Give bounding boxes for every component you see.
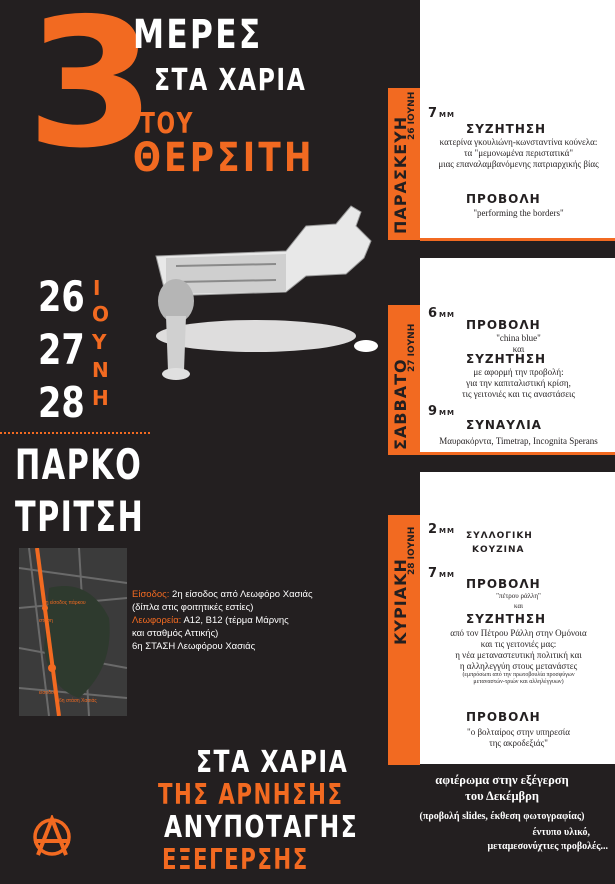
directions [132, 588, 313, 653]
date-28: 28 [38, 378, 85, 427]
title-line4: ΘΕΡΣΙΤΗ [133, 135, 315, 181]
dedication-line4: έντυπο υλικό, [532, 827, 590, 838]
sunday-head-1b: ΚΟΥΖΙΝΑ [472, 545, 525, 555]
saturday-text-2a: με αφορμή την προβολή: [473, 367, 564, 377]
saturday-and: και [512, 344, 525, 354]
sunday-and: και [513, 602, 524, 610]
entrance-note: (δίπλα στις φοιτητικές εστίες) [132, 602, 254, 613]
friday-head-1: ΣΥΖΗΤΗΣΗ [466, 122, 547, 136]
anarchy-symbol-icon [30, 815, 74, 859]
dedication-line3: (προβολή slides, έκθεση φωτογραφίας) [419, 811, 585, 822]
sunday-text-3c: η νέα μεταναστευτική πολιτική και [455, 650, 582, 660]
saturday-day: ΣΑΒΒΑΤΟ [391, 358, 410, 450]
dedication-line1: αφιέρωμα στην εξέγερση [435, 773, 569, 787]
sunday-text-3e: (εμπρόσωπι από την πρωτοβουλία προσφύγων [462, 672, 575, 678]
slogan-line4: ΕΞΕΓΕΡΣΗΣ [162, 843, 309, 876]
saturday-rule [420, 452, 615, 455]
sunday-text-3f: μεταναστών-τριών και αλληλέγγυων) [473, 679, 564, 685]
saturday-head-3: ΣΥΝΑΥΛΙΑ [466, 418, 542, 432]
entrance-label: Είσοδος: [132, 589, 170, 600]
sunday-text-2: "πέτρου ράλλη" [496, 592, 541, 600]
sunday-head-3: ΣΥΖΗΤΗΣΗ [466, 612, 547, 626]
dedication [392, 768, 612, 854]
month-letter-5: Η [92, 386, 109, 410]
bus-text-2: και σταθμός Αττικής) [132, 628, 219, 639]
saturday-text-2b: για την καπιταλιστική κρίση, [466, 378, 571, 388]
friday-rule [420, 238, 615, 241]
big-number: 3 [26, 0, 157, 187]
month-letter-3: Υ [92, 330, 107, 354]
saturday-text-1: "china blue" [496, 333, 541, 343]
dedication-line2: του Δεκέμβρη [465, 789, 539, 803]
fallen-chess-king-icon [136, 196, 386, 396]
saturday-head-1: ΠΡΟΒΟΛΗ [466, 318, 541, 332]
date-27: 27 [38, 325, 85, 374]
saturday-time-2: 9 ΜΜ [428, 404, 455, 419]
sunday-text-3 [422, 628, 615, 686]
friday-date: 26 ΙΟΥΝΗ [407, 91, 417, 140]
title-line3: ΤΟΥ [140, 107, 194, 140]
dotted-divider [0, 432, 150, 434]
saturday-text-2 [422, 367, 615, 400]
date-26: 26 [38, 272, 85, 321]
area-map-icon [19, 548, 127, 716]
map-label-3: είσοδος [39, 690, 57, 696]
sunday-text-3d: η αλληλεγγύη στους μετανάστες [459, 661, 578, 671]
month-letter-2: Ο [92, 302, 110, 326]
place-line2: ΤΡΙΤΣΗ [15, 492, 145, 541]
friday-text-1b: τα "μεμονωμένα περιστατικά" [463, 148, 574, 158]
slogan-line3: ΑΝΥΠΟΤΑΓΗΣ [164, 810, 359, 845]
sunday-time-2: 7 ΜΜ [428, 566, 455, 581]
month-letter-1: Ι [93, 276, 101, 300]
sunday-date: 28 ΙΟΥΝΗ [407, 526, 417, 575]
bus-text: Α12, Β12 (τέρμα Μάρνης [183, 615, 289, 626]
sunday-head-2: ΠΡΟΒΟΛΗ [466, 577, 541, 591]
map-label-1: 2η είσοδος πάρκου [43, 600, 86, 606]
sunday-text-4 [422, 727, 615, 749]
place-line1: ΠΑΡΚΟ [15, 440, 143, 489]
dedication-line5: μεταμεσονύχτιες προβολές... [487, 841, 608, 852]
entrance-text: 2η είσοδος από Λεωφόρο Χασιάς [172, 589, 313, 600]
bus-label: Λεωφορεία: [132, 615, 182, 626]
sunday-head-4: ΠΡΟΒΟΛΗ [466, 710, 541, 724]
title-line1: ΜΕΡΕΣ [133, 12, 263, 58]
map-label-2: στάση [39, 618, 53, 624]
friday-time-1: 7 ΜΜ [428, 106, 455, 121]
month-letter-4: Ν [92, 358, 109, 382]
friday-text-1a: κατερίνα γκουλιώνη-κωνσταντίνα κούνελα: [439, 137, 598, 147]
saturday-text-3: Μαυρακόρντα, Timetrap, Incognita Sperans [439, 436, 598, 446]
stop-text: 6η ΣΤΑΣΗ Λεωφόρου Χασιάς [132, 641, 256, 652]
friday-day: ΠΑΡΑΣΚΕΥΗ [391, 115, 410, 234]
map-label-4: 6η στάση Χασιάς [59, 698, 97, 704]
friday-head-2: ΠΡΟΒΟΛΗ [466, 192, 541, 206]
friday-text-2: "performing the borders" [473, 208, 564, 218]
sunday-day: ΚΥΡΙΑΚΗ [391, 558, 410, 645]
slogan-line2: ΤΗΣ ΑΡΝΗΣΗΣ [158, 778, 344, 811]
slogan-line1: ΣΤΑ ΧΑΡΙΑ [196, 745, 349, 780]
saturday-head-2: ΣΥΖΗΤΗΣΗ [466, 352, 547, 366]
saturday-text-2c: τις γειτονιές και τις αναστάσεις [461, 389, 576, 399]
sunday-text-3a: από τον Πέτρου Ράλλη στην Ομόνοια [450, 628, 587, 638]
sunday-text-3b: και τις γειτονιές μας: [480, 639, 557, 649]
title-line2: ΣΤΑ ΧΑΡΙΑ [154, 63, 307, 98]
saturday-time-1: 6 ΜΜ [428, 306, 455, 321]
friday-text-1c: μιας επαναλαμβανόμενης πατριαρχικής βίας [438, 159, 599, 169]
sunday-head-1a: ΣΥΛΛΟΓΙΚΗ [466, 531, 533, 541]
saturday-date: 27 ΙΟΥΝΗ [407, 323, 417, 372]
friday-text-1 [422, 137, 615, 170]
sunday-time-1: 2 ΜΜ [428, 522, 455, 537]
sunday-text-4b: της ακροδεξιάς" [489, 738, 548, 748]
sunday-text-4a: "ο βολταίρος στην υπηρεσία [467, 727, 570, 737]
